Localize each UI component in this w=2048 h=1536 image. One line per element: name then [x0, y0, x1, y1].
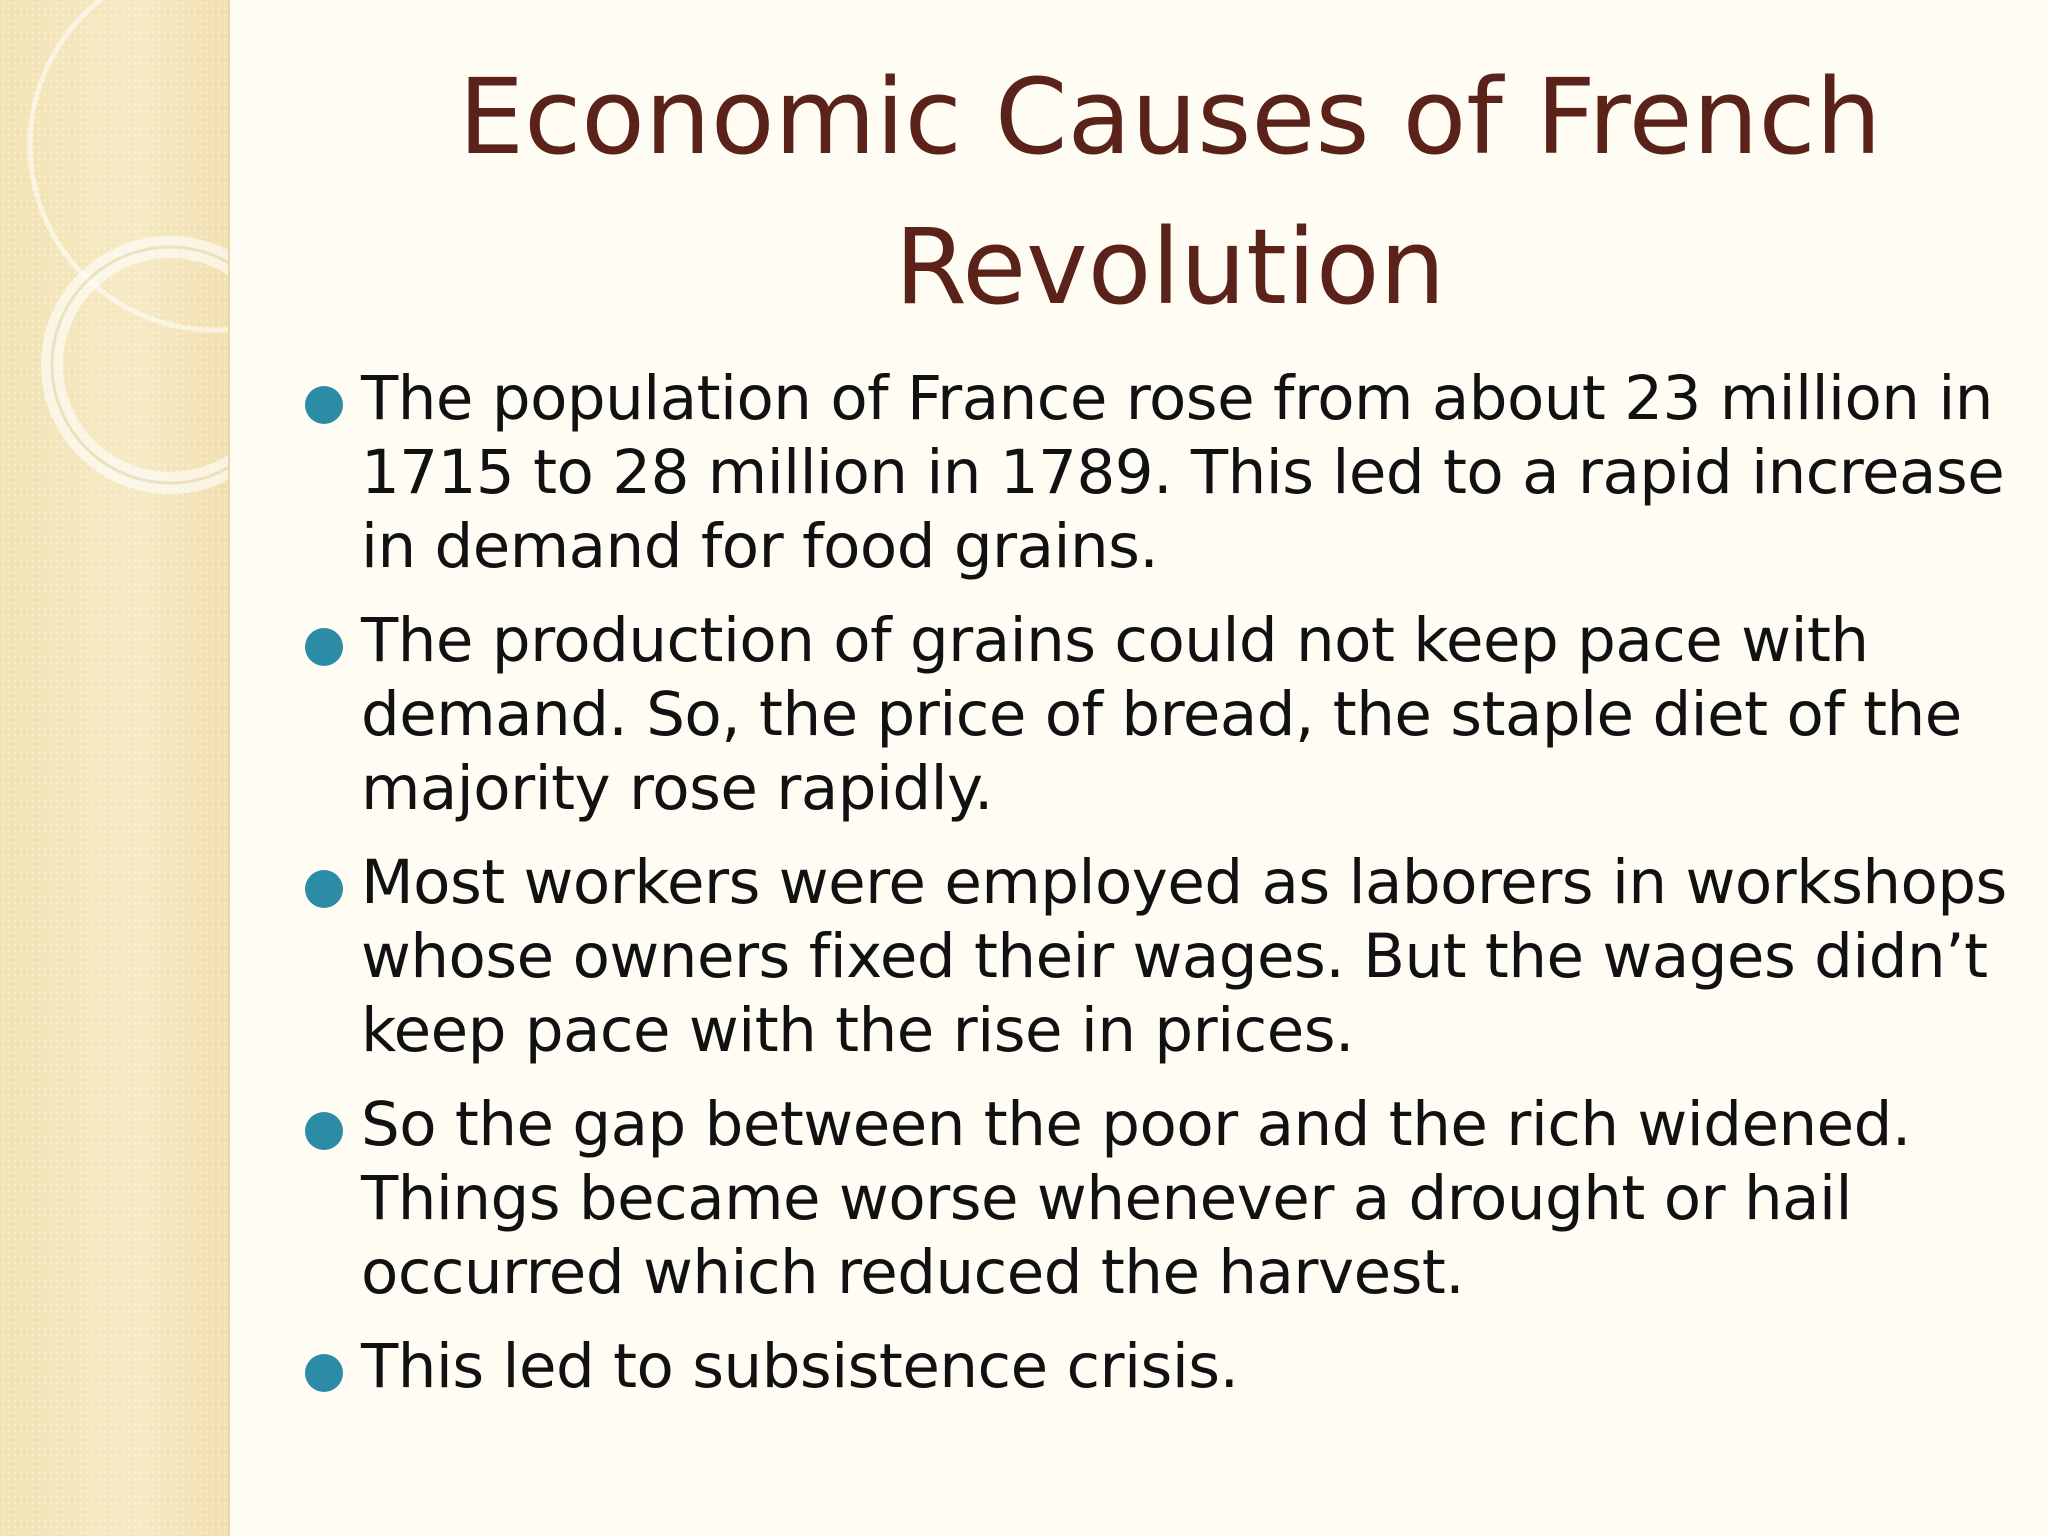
bullet-text: Most workers were employed as laborers in workshops whose owners fixed their wages. But the wages didn’t keep pace with the rise in prices.: [361, 847, 2007, 1066]
bullet-dot-icon: [305, 1112, 343, 1150]
bullet-text: So the gap between the poor and the rich widened. Things became worse whenever a drought or hail occurred which reduced the harvest.: [361, 1089, 1911, 1308]
bullet-dot-icon: [305, 386, 343, 424]
bullet-dot-icon: [305, 628, 343, 666]
bullet-list: [305, 362, 2015, 1424]
bullet-dot-icon: [305, 1354, 343, 1392]
bullet-item: [305, 362, 2015, 584]
decorative-rings-graphic: [0, 0, 228, 1536]
bullet-text: This led to subsistence crisis.: [361, 1331, 1239, 1402]
bullet-item: [305, 1330, 2015, 1404]
bullet-item: [305, 604, 2015, 826]
decorative-side-band: [0, 0, 230, 1536]
bullet-item: [305, 1088, 2015, 1310]
bullet-dot-icon: [305, 870, 343, 908]
bullet-text: The population of France rose from about 23 million in 1715 to 28 million in 1789. This led to a rapid increase in demand for food grains.: [361, 363, 2005, 582]
bullet-item: [305, 846, 2015, 1068]
bullet-text: The production of grains could not keep pace with demand. So, the price of bread, the staple diet of the majority rose rapidly.: [361, 605, 1962, 824]
slide-title: Economic Causes of French Revolution: [458, 56, 1882, 328]
